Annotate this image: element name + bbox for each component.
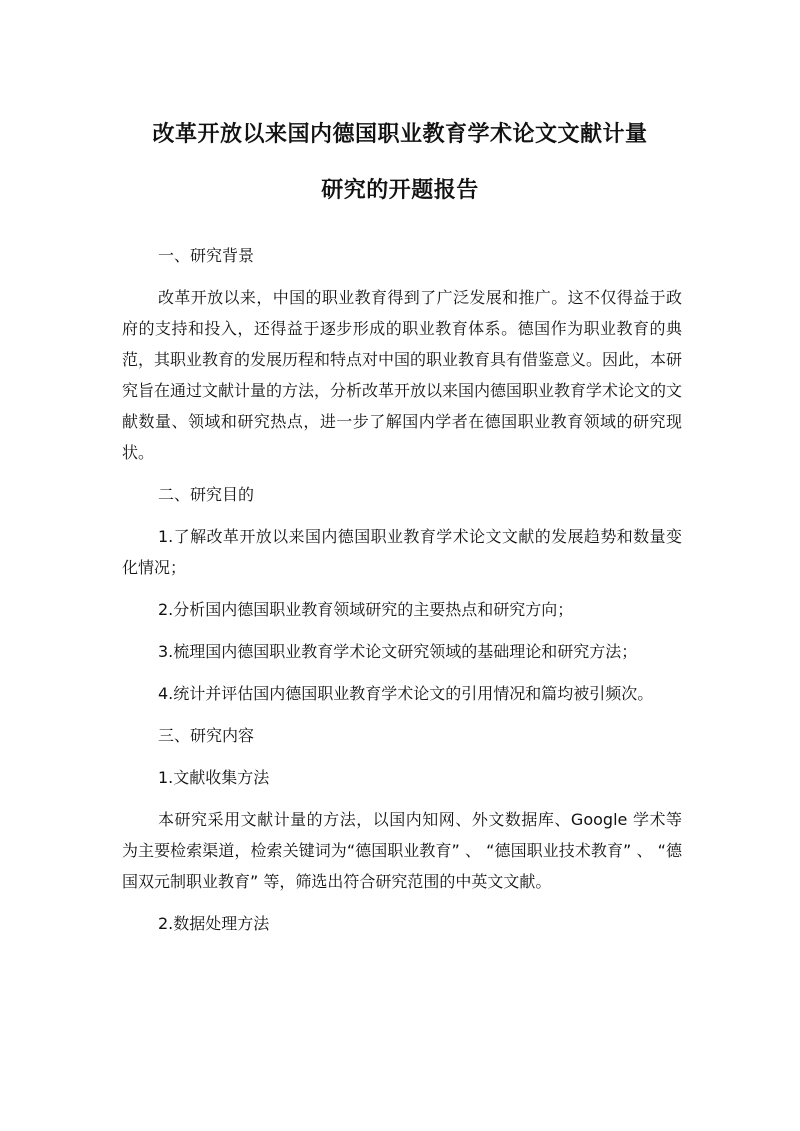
collection-paragraph: 本研究采用文献计量的方法，以国内知网、外文数据库、Google 学术等为主要检索渠道，检索关键词为“德国职业教育” 、 “德国职业技术教育” 、 “德国双元制职业教育” 等，筛选出符合研究范围的中英文文献。: [122, 810, 682, 891]
objective-item-4: 4.统计并评估国内德国职业教育学术论文的引用情况和篇均被引频次。: [158, 684, 654, 703]
document-title-line-2: 研究的开题报告: [321, 178, 479, 203]
subsection-heading-processing: 2.数据处理方法: [158, 914, 270, 933]
section-heading-objectives: 二、研究目的: [158, 485, 255, 504]
objective-item-2: 2.分析国内德国职业教育领域研究的主要热点和研究方向；: [158, 600, 574, 619]
section-heading-background: 一、研究背景: [158, 246, 255, 265]
objective-item-1: 1.了解改革开放以来国内德国职业教育学术论文文献的发展趋势和数量变化情况；: [122, 527, 682, 577]
document-title-line-1: 改革开放以来国内德国职业教育学术论文文献计量: [152, 122, 648, 147]
section-heading-content: 三、研究内容: [158, 726, 255, 745]
objective-item-3: 3.梳理国内德国职业教育学术论文研究领域的基础理论和研究方法；: [158, 642, 638, 661]
document-body: [122, 240, 682, 950]
background-paragraph: 改革开放以来，中国的职业教育得到了广泛发展和推广。这不仅得益于政府的支持和投入，还得益于逐步形成的职业教育体系。德国作为职业教育的典范，其职业教育的发展历程和特点对中国的职业教育具有借鉴意义。因此，本研究旨在通过文献计量的方法，分析改革开放以来国内德国职业教育学术论文的文献数量、领域和研究热点，进一步了解国内学者在德国职业教育领域的研究现状。: [122, 288, 683, 462]
subsection-heading-collection: 1.文献收集方法: [158, 768, 270, 787]
